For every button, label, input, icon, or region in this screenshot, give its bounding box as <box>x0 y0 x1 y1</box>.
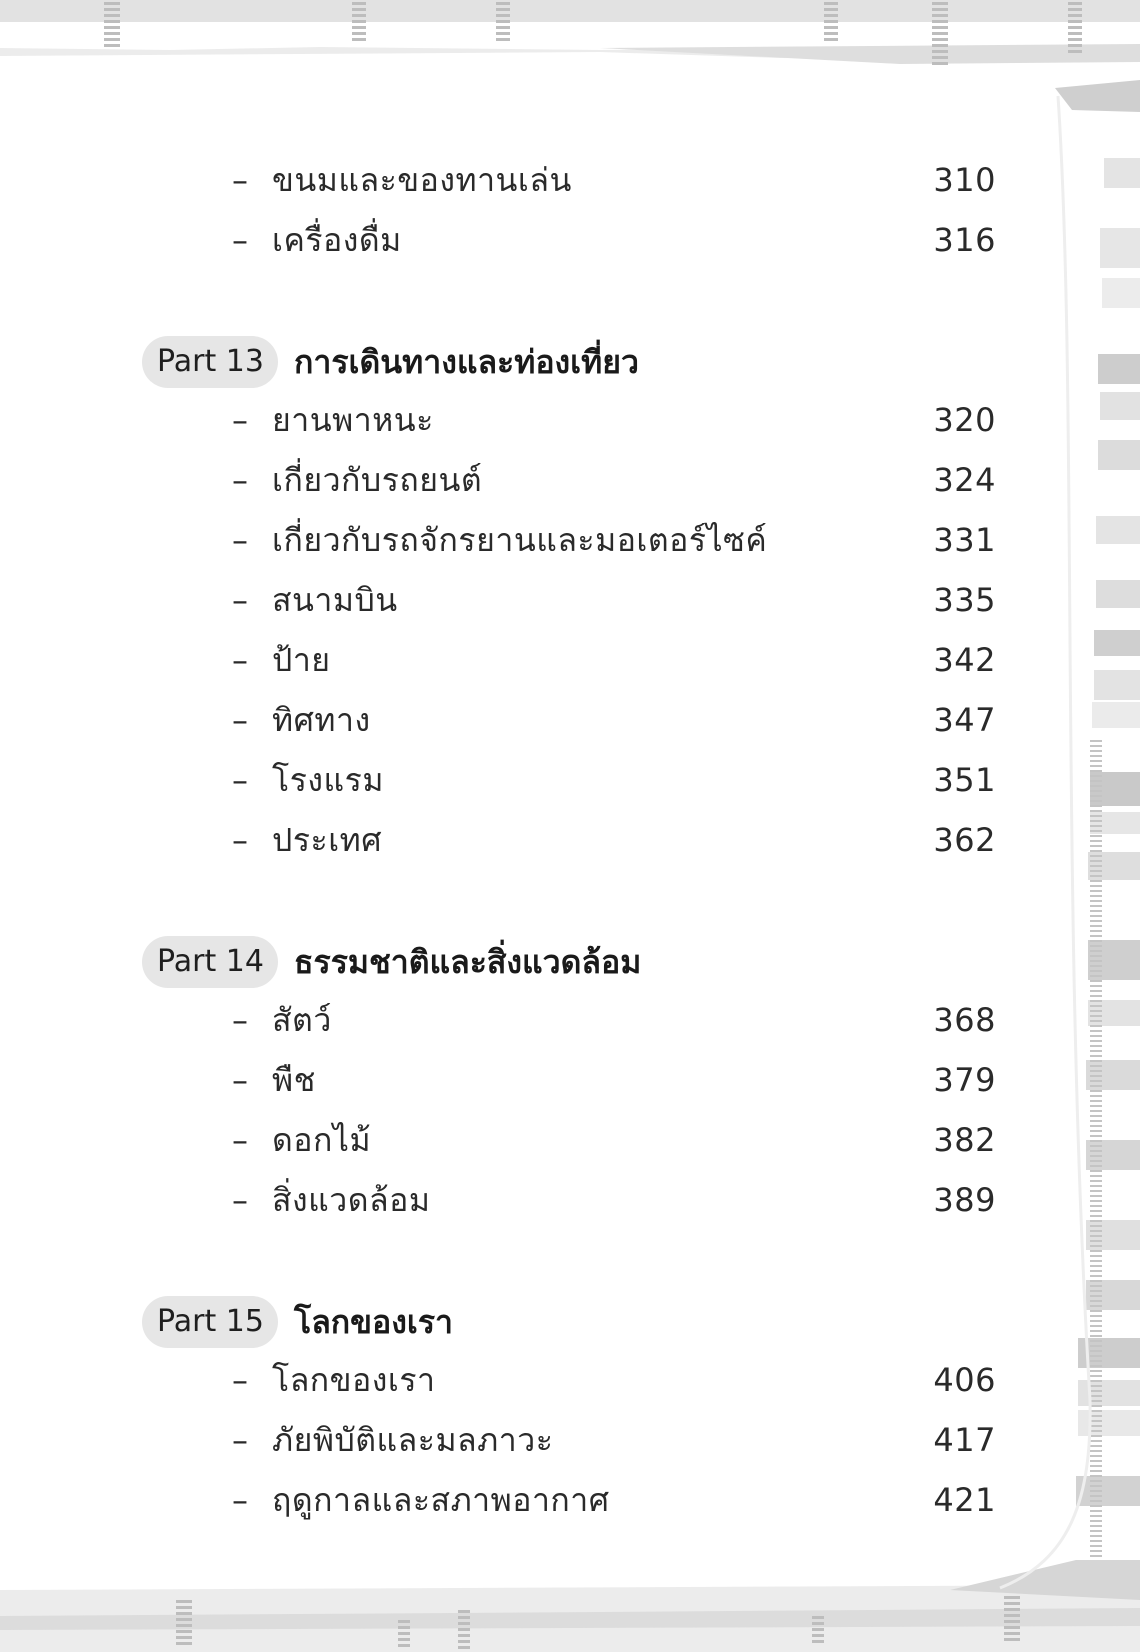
entry-bullet: – <box>232 1061 248 1099</box>
entry-title: ดอกไม้ <box>272 1121 372 1159</box>
entry-title: พืช <box>272 1061 316 1099</box>
entry-page-number: 316 <box>933 221 996 259</box>
entry-title: เกี่ยวกับรถจักรยานและมอเตอร์ไซค์ <box>272 521 768 559</box>
entry-bullet: – <box>232 641 248 679</box>
entry-title: โลกของเรา <box>272 1361 436 1399</box>
part-number-badge: Part 15 <box>142 1296 278 1348</box>
entry-page-number: 324 <box>933 461 996 499</box>
part-number-badge: Part 13 <box>142 336 278 388</box>
toc-entry[interactable] <box>0 450 1140 510</box>
toc-entry[interactable] <box>0 210 1140 270</box>
toc-entry[interactable] <box>0 1170 1140 1230</box>
entry-page-number: 347 <box>933 701 996 739</box>
entry-page-number: 331 <box>933 521 996 559</box>
entry-bullet: – <box>232 701 248 739</box>
entry-page-number: 362 <box>933 821 996 859</box>
part-heading <box>142 930 1042 990</box>
entry-page-number: 320 <box>933 401 996 439</box>
entry-bullet: – <box>232 1001 248 1039</box>
toc-entry[interactable] <box>0 570 1140 630</box>
part-heading <box>142 1290 1042 1350</box>
entry-bullet: – <box>232 761 248 799</box>
entry-bullet: – <box>232 1421 248 1459</box>
entry-title: ป้าย <box>272 641 331 679</box>
entry-bullet: – <box>232 1121 248 1159</box>
toc-entry[interactable] <box>0 150 1140 210</box>
part-title: ธรรมชาติและสิ่งแวดล้อม <box>294 943 642 981</box>
entry-page-number: 417 <box>933 1421 996 1459</box>
toc-entry[interactable] <box>0 690 1140 750</box>
part-title: โลกของเรา <box>294 1303 453 1341</box>
toc-entry[interactable] <box>0 1470 1140 1530</box>
entry-bullet: – <box>232 521 248 559</box>
toc-entry[interactable] <box>0 990 1140 1050</box>
toc-entry[interactable] <box>0 750 1140 810</box>
entry-bullet: – <box>232 581 248 619</box>
toc-entry[interactable] <box>0 390 1140 450</box>
toc-entry[interactable] <box>0 1110 1140 1170</box>
entry-title: ยานพาหนะ <box>272 401 434 439</box>
entry-page-number: 421 <box>933 1481 996 1519</box>
entry-title: ประเทศ <box>272 821 383 859</box>
entry-page-number: 335 <box>933 581 996 619</box>
entry-bullet: – <box>232 221 248 259</box>
part-number-badge: Part 14 <box>142 936 278 988</box>
toc-entry[interactable] <box>0 1350 1140 1410</box>
entry-bullet: – <box>232 1181 248 1219</box>
entry-title: เครื่องดื่ม <box>272 221 402 259</box>
toc-entry[interactable] <box>0 810 1140 870</box>
entry-title: เกี่ยวกับรถยนต์ <box>272 461 483 499</box>
entry-page-number: 310 <box>933 161 996 199</box>
toc-entry[interactable] <box>0 1050 1140 1110</box>
entry-title: ภัยพิบัติและมลภาวะ <box>272 1421 554 1459</box>
entry-page-number: 351 <box>933 761 996 799</box>
toc-entry[interactable] <box>0 510 1140 570</box>
entry-bullet: – <box>232 401 248 439</box>
entry-bullet: – <box>232 1481 248 1519</box>
toc-entry[interactable] <box>0 1410 1140 1470</box>
entry-page-number: 379 <box>933 1061 996 1099</box>
entry-bullet: – <box>232 1361 248 1399</box>
entry-bullet: – <box>232 161 248 199</box>
entry-title: สิ่งแวดล้อม <box>272 1181 431 1219</box>
entry-bullet: – <box>232 821 248 859</box>
part-title: การเดินทางและท่องเที่ยว <box>294 343 639 381</box>
entry-bullet: – <box>232 461 248 499</box>
entry-page-number: 368 <box>933 1001 996 1039</box>
entry-title: ขนมและของทานเล่น <box>272 161 572 199</box>
entry-page-number: 342 <box>933 641 996 679</box>
entry-title: สัตว์ <box>272 1001 332 1039</box>
entry-page-number: 406 <box>933 1361 996 1399</box>
entry-page-number: 382 <box>933 1121 996 1159</box>
entry-title: ฤดูกาลและสภาพอากาศ <box>272 1481 610 1519</box>
toc-entry[interactable] <box>0 630 1140 690</box>
entry-title: ทิศทาง <box>272 701 371 739</box>
entry-title: โรงแรม <box>272 761 384 799</box>
entry-title: สนามบิน <box>272 581 398 619</box>
entry-page-number: 389 <box>933 1181 996 1219</box>
part-heading <box>142 330 1042 390</box>
